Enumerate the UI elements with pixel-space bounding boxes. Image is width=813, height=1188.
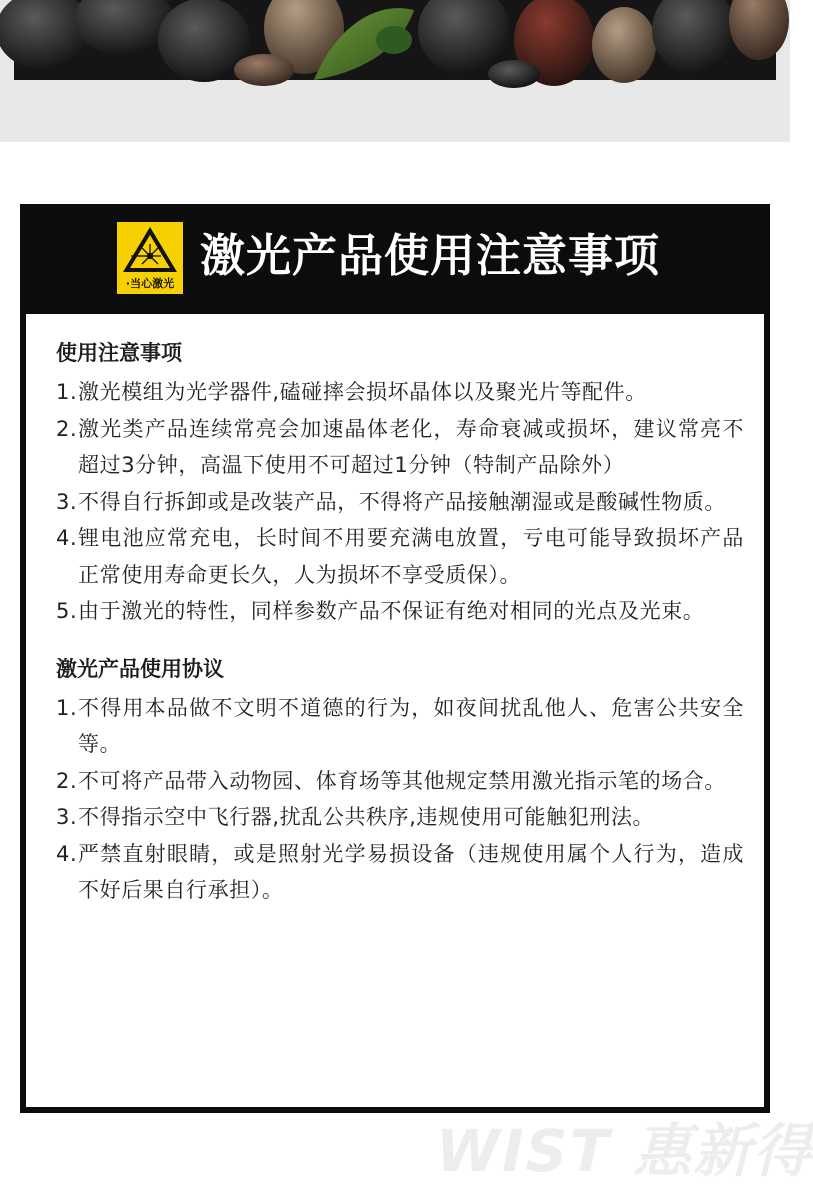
brand-watermark: WIST 惠新得 (436, 1117, 813, 1185)
laser-notice-card (20, 204, 813, 1185)
page-title: 激光产品使用注意事项 (200, 229, 661, 282)
list-item-text: 严禁直射眼睛，或是照射光学易损设备（违规使用属个人行为，造成不好后果自行承担）。 (78, 841, 744, 902)
list-item-number: 1. (56, 695, 78, 720)
list-item-text: 不得指示空中飞行器,扰乱公共秩序,违规使用可能触犯刑法。 (78, 805, 655, 829)
list-item (56, 690, 744, 763)
list-item (56, 836, 744, 909)
list-item-text: 激光模组为光学器件,磕碰摔会损坏晶体以及聚光片等配件。 (78, 380, 647, 404)
list-item-number: 3. (56, 805, 78, 829)
list-item-number: 1. (56, 380, 78, 404)
list-item-number: 4. (56, 841, 78, 866)
list-item-text: 不可将产品带入动物园、体育场等其他规定禁用激光指示笔的场合。 (78, 768, 726, 793)
list-item-number: 4. (56, 526, 78, 550)
list-item-number: 5. (56, 599, 78, 623)
list-item (56, 799, 744, 836)
list-item-text: 由于激光的特性，同样参数产品不保证有绝对相同的光点及光束。 (78, 599, 705, 623)
list-item-text: 不得用本品做不文明不道德的行为，如夜间扰乱他人、危害公共安全等。 (78, 695, 744, 756)
pebbles-photo (14, 0, 776, 80)
list-item (56, 484, 744, 521)
list-item-text: 锂电池应常充电，长时间不用要充满电放置，亏电可能导致损坏产品正常使用寿命更长久，人为损坏不享受质保）。 (78, 526, 744, 587)
section-heading-usage-agreement: 激光产品使用协议 (56, 656, 224, 681)
list-item-number: 3. (56, 489, 78, 514)
section-heading-usage-notes: 使用注意事项 (56, 341, 182, 365)
top-banner-background (0, 0, 790, 142)
list-item-text: 激光类产品连续常亮会加速晶体老化，寿命衰减或损坏，建议常亮不超过3分钟，高温下使用不可超过1分钟（特制产品除外） (78, 416, 744, 477)
list-item (56, 520, 744, 593)
list-item (56, 411, 744, 484)
list-item (56, 763, 744, 800)
list-item-number: 2. (56, 768, 78, 793)
card-header (20, 204, 770, 312)
list-item-number: 2. (56, 416, 78, 441)
list-item (56, 374, 744, 411)
laser-warning-icon (117, 222, 183, 294)
list-item-text: 不得自行拆卸或是改装产品，不得将产品接触潮湿或是酸碱性物质。 (78, 489, 726, 514)
list-item (56, 593, 744, 630)
svg-text:·当心激光: ·当心激光 (125, 277, 175, 290)
card-body (26, 314, 813, 1185)
